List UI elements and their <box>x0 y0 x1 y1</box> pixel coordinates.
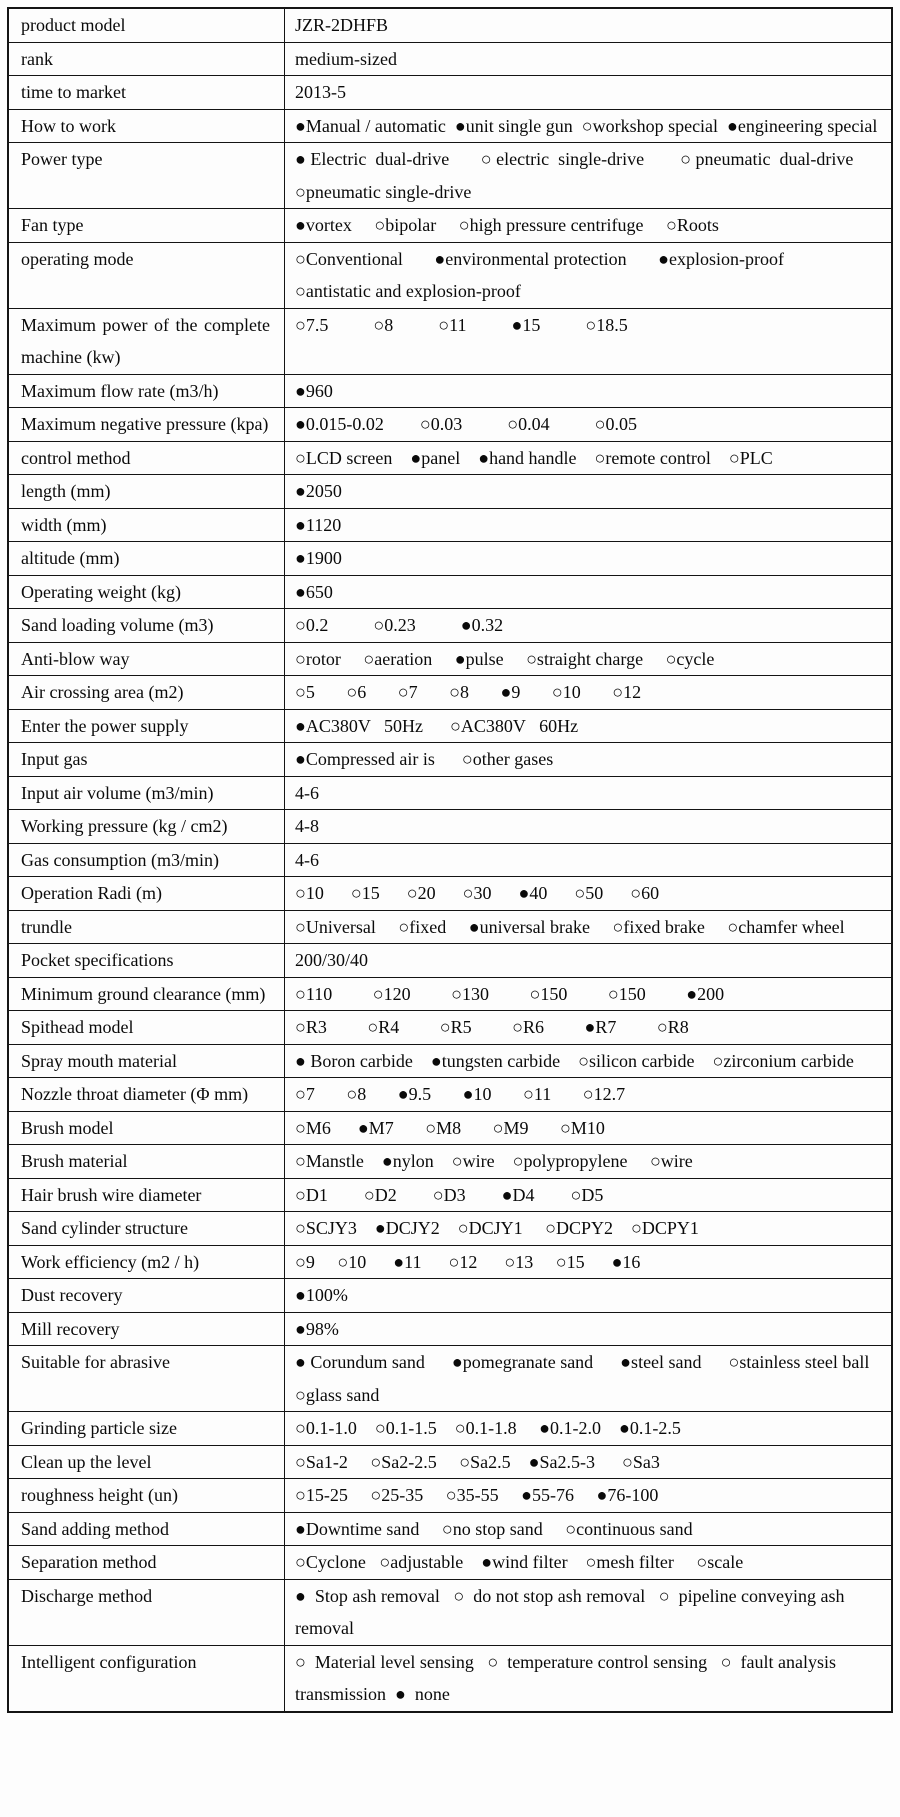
table-row <box>8 1579 892 1645</box>
spec-value: ○10 ○15 ○20 ○30 ●40 ○50 ○60 <box>285 877 893 911</box>
spec-value: 4-6 <box>285 843 893 877</box>
table-row <box>8 1078 892 1112</box>
spec-label: Anti-blow way <box>8 642 285 676</box>
spec-value: ●960 <box>285 374 893 408</box>
spec-label: roughness height (un) <box>8 1479 285 1513</box>
table-row <box>8 743 892 777</box>
table-row <box>8 1546 892 1580</box>
spec-value: ●650 <box>285 575 893 609</box>
table-row <box>8 1044 892 1078</box>
spec-value: 4-6 <box>285 776 893 810</box>
spec-value: ●Compressed air is ○other gases <box>285 743 893 777</box>
table-row <box>8 441 892 475</box>
spec-value: medium-sized <box>285 42 893 76</box>
spec-label: Suitable for abrasive <box>8 1346 285 1412</box>
spec-value: ○LCD screen ●panel ●hand handle ○remote control ○PLC <box>285 441 893 475</box>
spec-table-body <box>8 8 892 1712</box>
table-row <box>8 408 892 442</box>
spec-label: Sand loading volume (m3) <box>8 609 285 643</box>
spec-value: ●1120 <box>285 508 893 542</box>
spec-value: ○5 ○6 ○7 ○8 ●9 ○10 ○12 <box>285 676 893 710</box>
table-row <box>8 843 892 877</box>
spec-label: Operating weight (kg) <box>8 575 285 609</box>
spec-value: ○7 ○8 ●9.5 ●10 ○11 ○12.7 <box>285 1078 893 1112</box>
spec-value: ● Corundum sand ●pomegranate sand ●steel sand ○stainless steel ball ○glass sand <box>285 1346 893 1412</box>
table-row <box>8 542 892 576</box>
table-row <box>8 609 892 643</box>
table-row <box>8 374 892 408</box>
table-row <box>8 143 892 209</box>
table-row <box>8 642 892 676</box>
spec-label: Fan type <box>8 209 285 243</box>
spec-label: Brush material <box>8 1145 285 1179</box>
spec-value: ○R3 ○R4 ○R5 ○R6 ●R7 ○R8 <box>285 1011 893 1045</box>
table-row <box>8 776 892 810</box>
spec-value: ○0.2 ○0.23 ●0.32 <box>285 609 893 643</box>
table-row <box>8 977 892 1011</box>
spec-value: ○ Material level sensing ○ temperature control sensing ○ fault analysis transmission ● none <box>285 1645 893 1712</box>
spec-value: ○9 ○10 ●11 ○12 ○13 ○15 ●16 <box>285 1245 893 1279</box>
table-row <box>8 1512 892 1546</box>
table-row <box>8 575 892 609</box>
spec-label: Gas consumption (m3/min) <box>8 843 285 877</box>
spec-value: ●0.015-0.02 ○0.03 ○0.04 ○0.05 <box>285 408 893 442</box>
table-row <box>8 42 892 76</box>
spec-label: Clean up the level <box>8 1445 285 1479</box>
table-row <box>8 1145 892 1179</box>
spec-label: Grinding particle size <box>8 1412 285 1446</box>
spec-label: Operation Radi (m) <box>8 877 285 911</box>
spec-value: 200/30/40 <box>285 944 893 978</box>
spec-value: ○Conventional ●environmental protection ●explosion-proof ○antistatic and explosion-proof <box>285 242 893 308</box>
spec-value: ○Manstle ●nylon ○wire ○polypropylene ○wire <box>285 1145 893 1179</box>
spec-label: Discharge method <box>8 1579 285 1645</box>
spec-value: ○M6 ●M7 ○M8 ○M9 ○M10 <box>285 1111 893 1145</box>
table-row <box>8 910 892 944</box>
spec-value: ○Universal ○fixed ●universal brake ○fixed brake ○chamfer wheel <box>285 910 893 944</box>
table-row <box>8 1312 892 1346</box>
table-row <box>8 877 892 911</box>
spec-label: Separation method <box>8 1546 285 1580</box>
spec-label: control method <box>8 441 285 475</box>
spec-value: ○110 ○120 ○130 ○150 ○150 ●200 <box>285 977 893 1011</box>
spec-label: Air crossing area (m2) <box>8 676 285 710</box>
table-row <box>8 1111 892 1145</box>
spec-label: Power type <box>8 143 285 209</box>
spec-label: Sand cylinder structure <box>8 1212 285 1246</box>
table-row <box>8 676 892 710</box>
table-row <box>8 209 892 243</box>
spec-label: Minimum ground clearance (mm) <box>8 977 285 1011</box>
spec-label: product model <box>8 8 285 42</box>
spec-value: ●100% <box>285 1279 893 1313</box>
table-row <box>8 944 892 978</box>
spec-label: Spray mouth material <box>8 1044 285 1078</box>
spec-value: ○SCJY3 ●DCJY2 ○DCJY1 ○DCPY2 ○DCPY1 <box>285 1212 893 1246</box>
spec-value: ●2050 <box>285 475 893 509</box>
product-spec-table <box>7 7 893 1713</box>
table-row <box>8 1279 892 1313</box>
table-row <box>8 76 892 110</box>
table-row <box>8 1245 892 1279</box>
spec-value: ● Electric dual-drive ○ electric single-drive ○ pneumatic dual-drive ○pneumatic single-drive <box>285 143 893 209</box>
spec-label: Hair brush wire diameter <box>8 1178 285 1212</box>
spec-value: ●Manual / automatic ●unit single gun ○workshop special ●engineering special <box>285 109 893 143</box>
spec-value: 2013-5 <box>285 76 893 110</box>
spec-value: ○7.5 ○8 ○11 ●15 ○18.5 <box>285 308 893 374</box>
table-row <box>8 1479 892 1513</box>
table-row <box>8 810 892 844</box>
spec-value: ●AC380V 50Hz ○AC380V 60Hz <box>285 709 893 743</box>
spec-label: Maximum negative pressure (kpa) <box>8 408 285 442</box>
spec-label: Brush model <box>8 1111 285 1145</box>
spec-value: ○D1 ○D2 ○D3 ●D4 ○D5 <box>285 1178 893 1212</box>
spec-value: ○0.1-1.0 ○0.1-1.5 ○0.1-1.8 ●0.1-2.0 ●0.1-2.5 <box>285 1412 893 1446</box>
table-row <box>8 109 892 143</box>
table-row <box>8 1445 892 1479</box>
spec-label: Maximum power of the complete machine (kw) <box>8 308 285 374</box>
spec-label: Input air volume (m3/min) <box>8 776 285 810</box>
spec-label: Work efficiency (m2 / h) <box>8 1245 285 1279</box>
spec-value: 4-8 <box>285 810 893 844</box>
spec-label: Sand adding method <box>8 1512 285 1546</box>
spec-value: ●1900 <box>285 542 893 576</box>
table-row <box>8 1212 892 1246</box>
spec-label: rank <box>8 42 285 76</box>
table-row <box>8 1412 892 1446</box>
spec-label: Spithead model <box>8 1011 285 1045</box>
spec-value: ○Sa1-2 ○Sa2-2.5 ○Sa2.5 ●Sa2.5-3 ○Sa3 <box>285 1445 893 1479</box>
table-row <box>8 8 892 42</box>
table-row <box>8 308 892 374</box>
table-row <box>8 1011 892 1045</box>
table-row <box>8 709 892 743</box>
spec-value: ● Stop ash removal ○ do not stop ash removal ○ pipeline conveying ash removal <box>285 1579 893 1645</box>
spec-value: ●vortex ○bipolar ○high pressure centrifuge ○Roots <box>285 209 893 243</box>
spec-label: Maximum flow rate (m3/h) <box>8 374 285 408</box>
table-row <box>8 475 892 509</box>
spec-value: ● Boron carbide ●tungsten carbide ○silicon carbide ○zirconium carbide <box>285 1044 893 1078</box>
spec-label: width (mm) <box>8 508 285 542</box>
spec-value: ●98% <box>285 1312 893 1346</box>
spec-value: JZR-2DHFB <box>285 8 893 42</box>
spec-label: Mill recovery <box>8 1312 285 1346</box>
spec-value: ●Downtime sand ○no stop sand ○continuous sand <box>285 1512 893 1546</box>
table-row <box>8 1346 892 1412</box>
table-row <box>8 242 892 308</box>
spec-label: Input gas <box>8 743 285 777</box>
spec-label: operating mode <box>8 242 285 308</box>
spec-label: How to work <box>8 109 285 143</box>
spec-label: Dust recovery <box>8 1279 285 1313</box>
spec-value: ○15-25 ○25-35 ○35-55 ●55-76 ●76-100 <box>285 1479 893 1513</box>
spec-label: Nozzle throat diameter (Φ mm) <box>8 1078 285 1112</box>
table-row <box>8 1178 892 1212</box>
spec-label: altitude (mm) <box>8 542 285 576</box>
spec-label: Pocket specifications <box>8 944 285 978</box>
spec-label: length (mm) <box>8 475 285 509</box>
table-row <box>8 1645 892 1712</box>
spec-label: trundle <box>8 910 285 944</box>
spec-label: Working pressure (kg / cm2) <box>8 810 285 844</box>
spec-label: Enter the power supply <box>8 709 285 743</box>
table-row <box>8 508 892 542</box>
spec-label: Intelligent configuration <box>8 1645 285 1712</box>
spec-label: time to market <box>8 76 285 110</box>
spec-value: ○Cyclone ○adjustable ●wind filter ○mesh filter ○scale <box>285 1546 893 1580</box>
spec-value: ○rotor ○aeration ●pulse ○straight charge ○cycle <box>285 642 893 676</box>
